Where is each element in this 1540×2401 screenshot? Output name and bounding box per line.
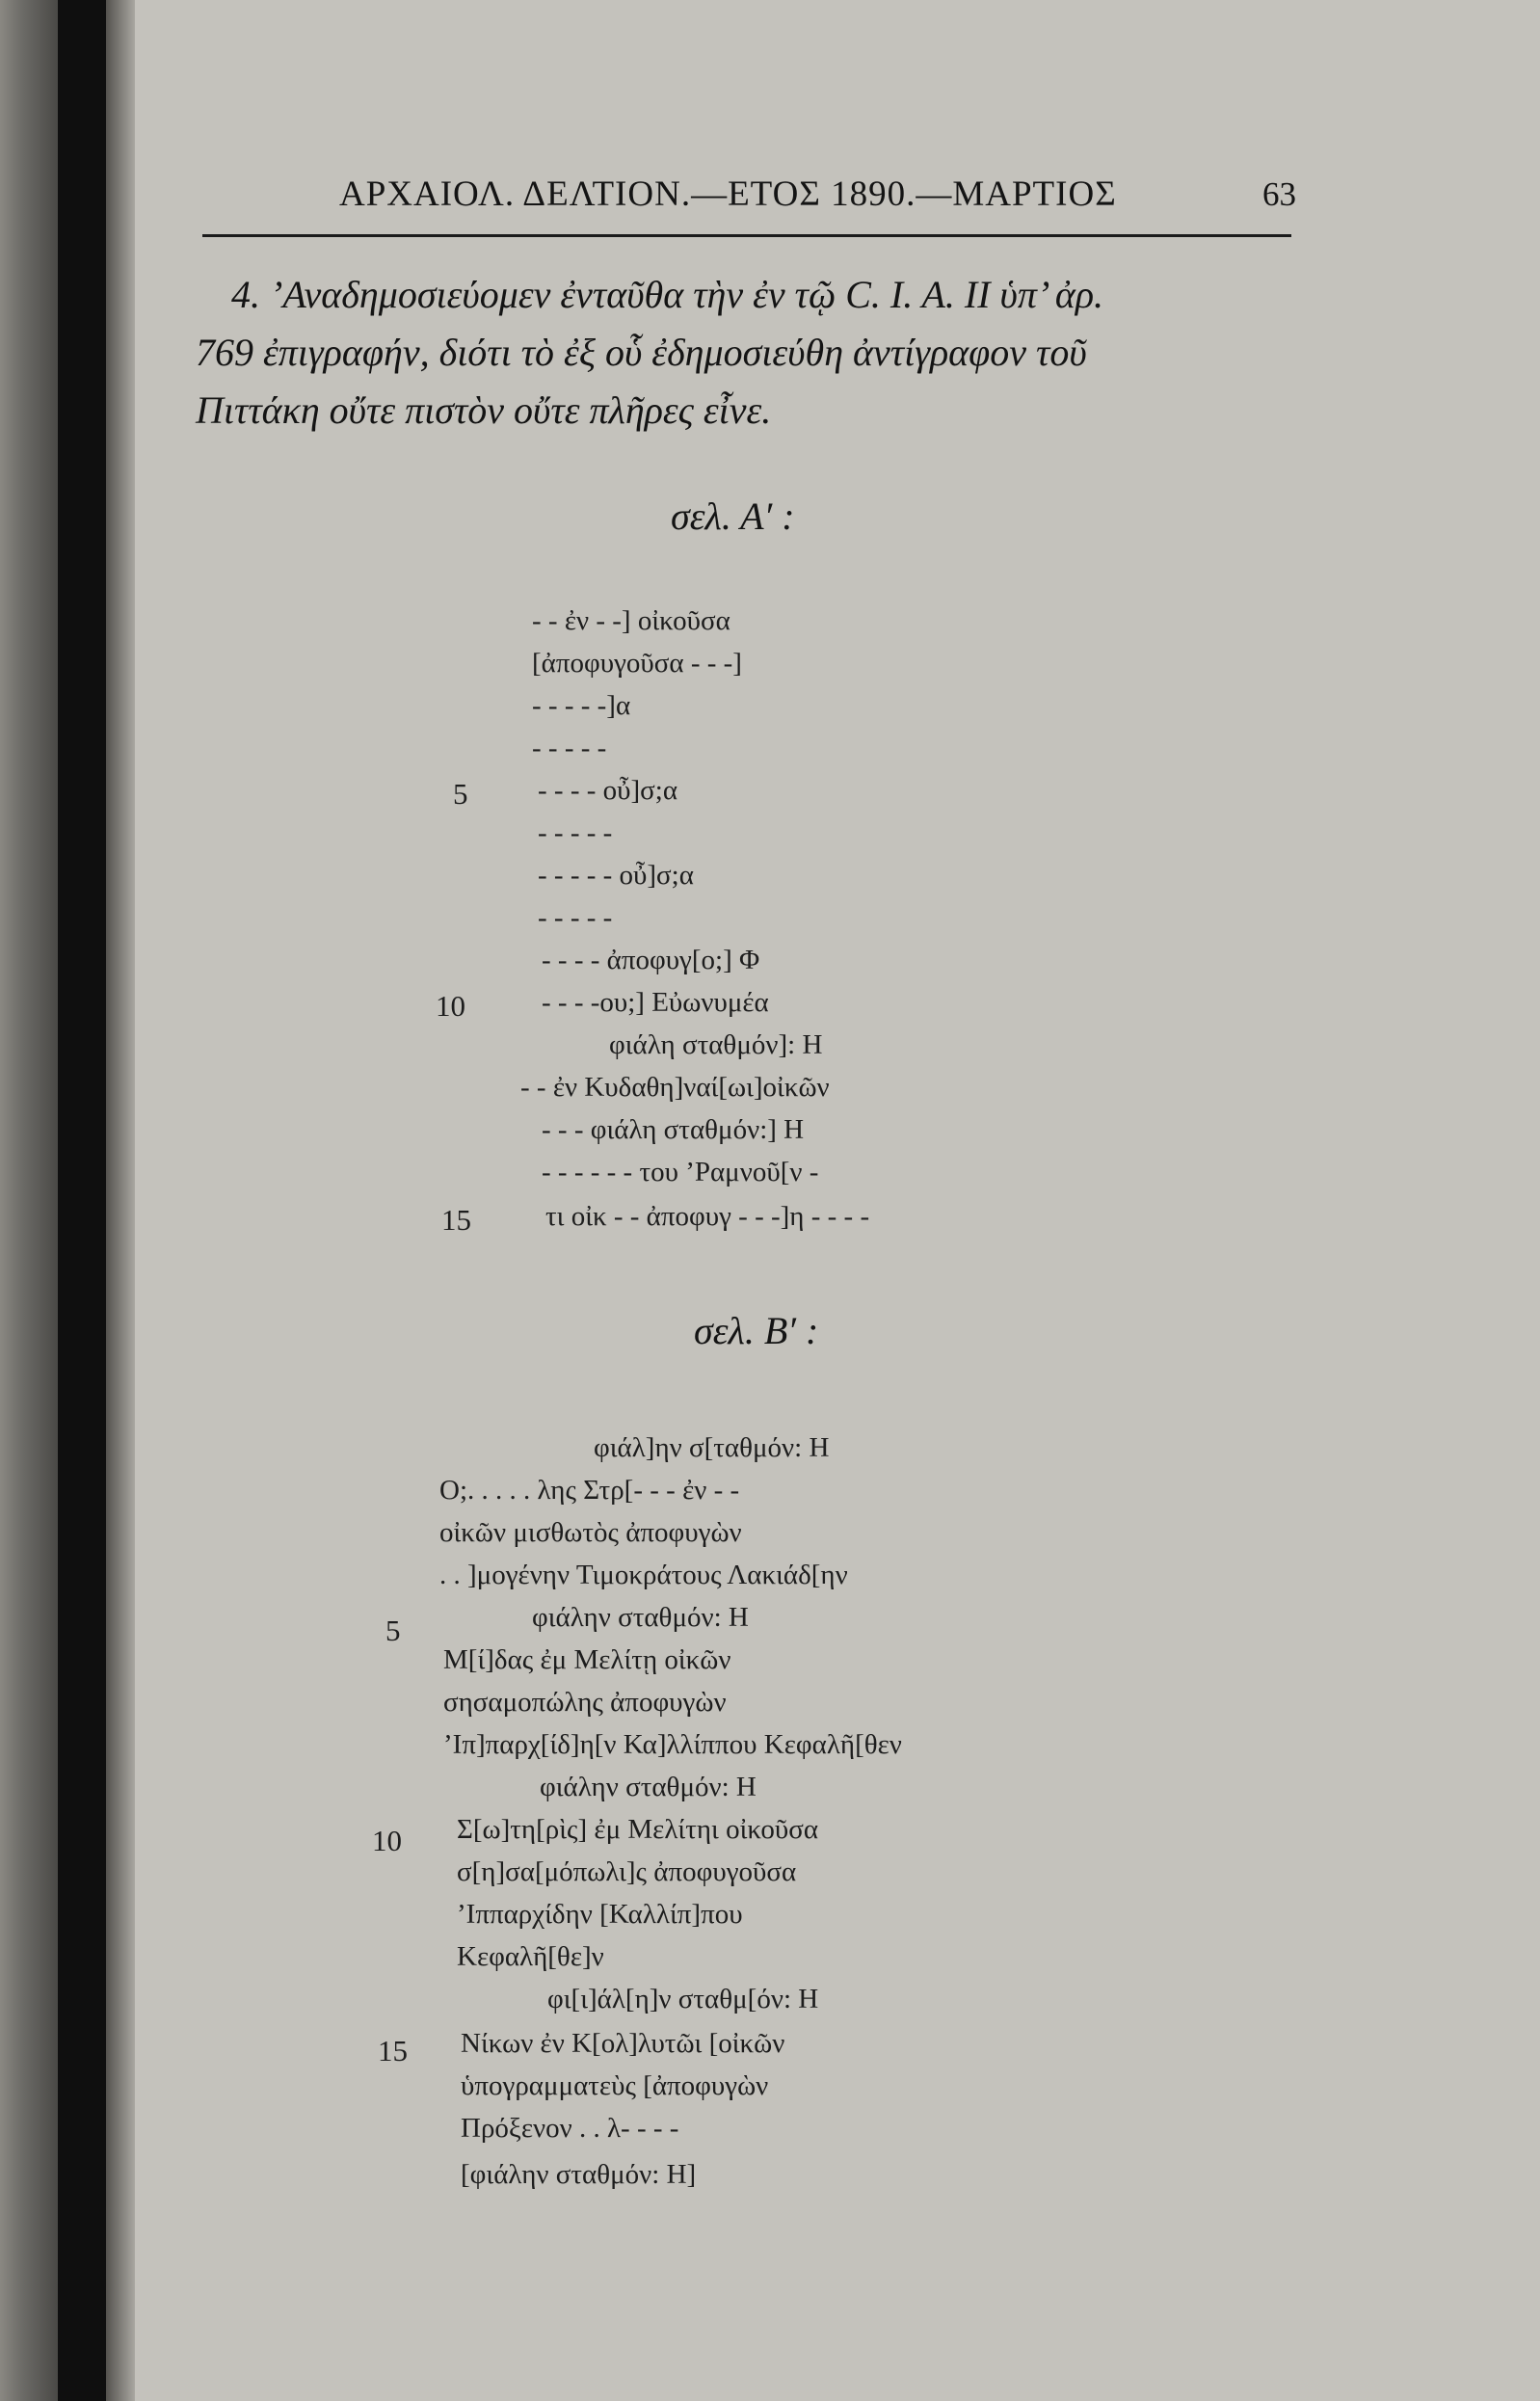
page-b-line: Κεφαλῆ[θε]ν — [457, 1941, 604, 1972]
book-gutter-shadow — [0, 0, 58, 2401]
page-b-line: φιάλην σταθμόν: Η — [540, 1772, 757, 1802]
header-rule — [202, 234, 1291, 237]
page-a-line: - - - - - - του ’Ραμνοῦ[ν - — [542, 1157, 819, 1187]
intro-line-1: 4. ’Αναδημοσιεύομεν ἐνταῦθα τὴν ἐν τῷ C. I. A. II ὑπ’ ἀρ. — [231, 273, 1104, 316]
gutter-fold-shading — [106, 0, 135, 2401]
page-a-line: - - - - οὖ]σ;α — [538, 775, 678, 806]
page-a-line: - - - φιάλη σταθμόν:] Η — [542, 1114, 805, 1145]
page-b-line: ’Ιπ]παρχ[ίδ]η[ν Κα]λλίππου Κεφαλῆ[θεν — [443, 1729, 902, 1760]
page-a-line: - - ἐν Κυδαθη]ναί[ωι]οἰκῶν — [520, 1072, 830, 1103]
page-a-line: - - ἐν - -] οἰκοῦσα — [532, 605, 730, 636]
page-a-line: [ἀποφυγοῦσα - - -] — [532, 648, 742, 679]
page-a-line: - - - - -]α — [532, 690, 631, 721]
page-a-line-number: 10 — [436, 989, 465, 1023]
page-b-line: Νίκων ἐν Κ[ολ]λυτῶι [οἰκῶν — [461, 2028, 785, 2059]
page-b-line: σησαμοπώλης ἀποφυγὼν — [443, 1687, 727, 1718]
page-b-line: [φιάλην σταθμόν: Η] — [461, 2159, 697, 2190]
page-b-line-number: 15 — [378, 2034, 408, 2068]
page-a-line-number: 15 — [441, 1203, 471, 1237]
page-b-heading: σελ. Β′ : — [694, 1309, 819, 1352]
page-a-line: - - - - - — [538, 817, 613, 848]
page-a-line: - - - - - — [538, 902, 613, 933]
page-a-line: φιάλη σταθμόν]: Η — [609, 1029, 823, 1060]
intro-line-2: 769 ἐπιγραφήν, διότι τὸ ἐξ οὗ ἐδημοσιεύθη ἀντίγραφον τοῦ — [196, 331, 1087, 374]
page-a-heading: σελ. Α′ : — [671, 494, 795, 538]
page-b-line: οἰκῶν μισθωτὸς ἀποφυγὼν — [439, 1517, 742, 1548]
intro-line-3: Πιττάκη οὔτε πιστὸν οὔτε πλῆρες εἶνε. — [196, 388, 772, 432]
page-a-line: - - - - ἀποφυγ[ο;] Φ — [542, 945, 760, 975]
running-title: ΑΡΧΑΙΟΛ. ΔΕΛΤΙΟΝ.—ΕΤΟΣ 1890.—ΜΑΡΤΙΟΣ — [339, 174, 1117, 214]
book-spine — [58, 0, 106, 2401]
page-b-line: Πρόξενον . . λ- - - - — [461, 2113, 679, 2144]
page-b-line: φιάλ]ην σ[ταθμόν: Η — [594, 1432, 830, 1463]
page-a-line: - - - - - οὖ]σ;α — [538, 860, 694, 891]
page-a-line-number: 5 — [453, 777, 468, 811]
page-a-line: - - - -ου;] Εὐωνυμέα — [542, 987, 769, 1018]
page-b-line: Μ[ί]δας ἐμ Μελίτῃ οἰκῶν — [443, 1644, 731, 1675]
page-b-line: φιάλην σταθμόν: Η — [532, 1602, 749, 1633]
page-b-line: Ο;. . . . . λης Στρ[- - - ἐν - - — [439, 1475, 740, 1506]
page-number: 63 — [1262, 175, 1296, 213]
page-a-line: τι οἰκ - - ἀποφυγ - - -]η - - - - — [545, 1201, 870, 1232]
page-b-line-number: 5 — [385, 1614, 401, 1647]
page-b-line: σ[η]σα[μόπωλι]ς ἀποφυγοῦσα — [457, 1856, 797, 1887]
page-b-line: ’Ιππαρχίδην [Καλλίπ]που — [457, 1899, 743, 1930]
page-b-line: φι[ι]άλ[η]ν σταθμ[όν: Η — [547, 1984, 819, 2014]
page-b-line-number: 10 — [372, 1824, 402, 1857]
page-b-line: Σ[ω]τη[ρὶς] ἐμ Μελίτηι οἰκοῦσα — [457, 1814, 819, 1845]
page-b-line: ὑπογραμματεὺς [ἀποφυγὼν — [461, 2070, 769, 2101]
page-a-line: - - - - - — [532, 733, 607, 763]
page-b-line: . . ]μογένην Τιμοκράτους Λακιάδ[ην — [439, 1560, 848, 1590]
